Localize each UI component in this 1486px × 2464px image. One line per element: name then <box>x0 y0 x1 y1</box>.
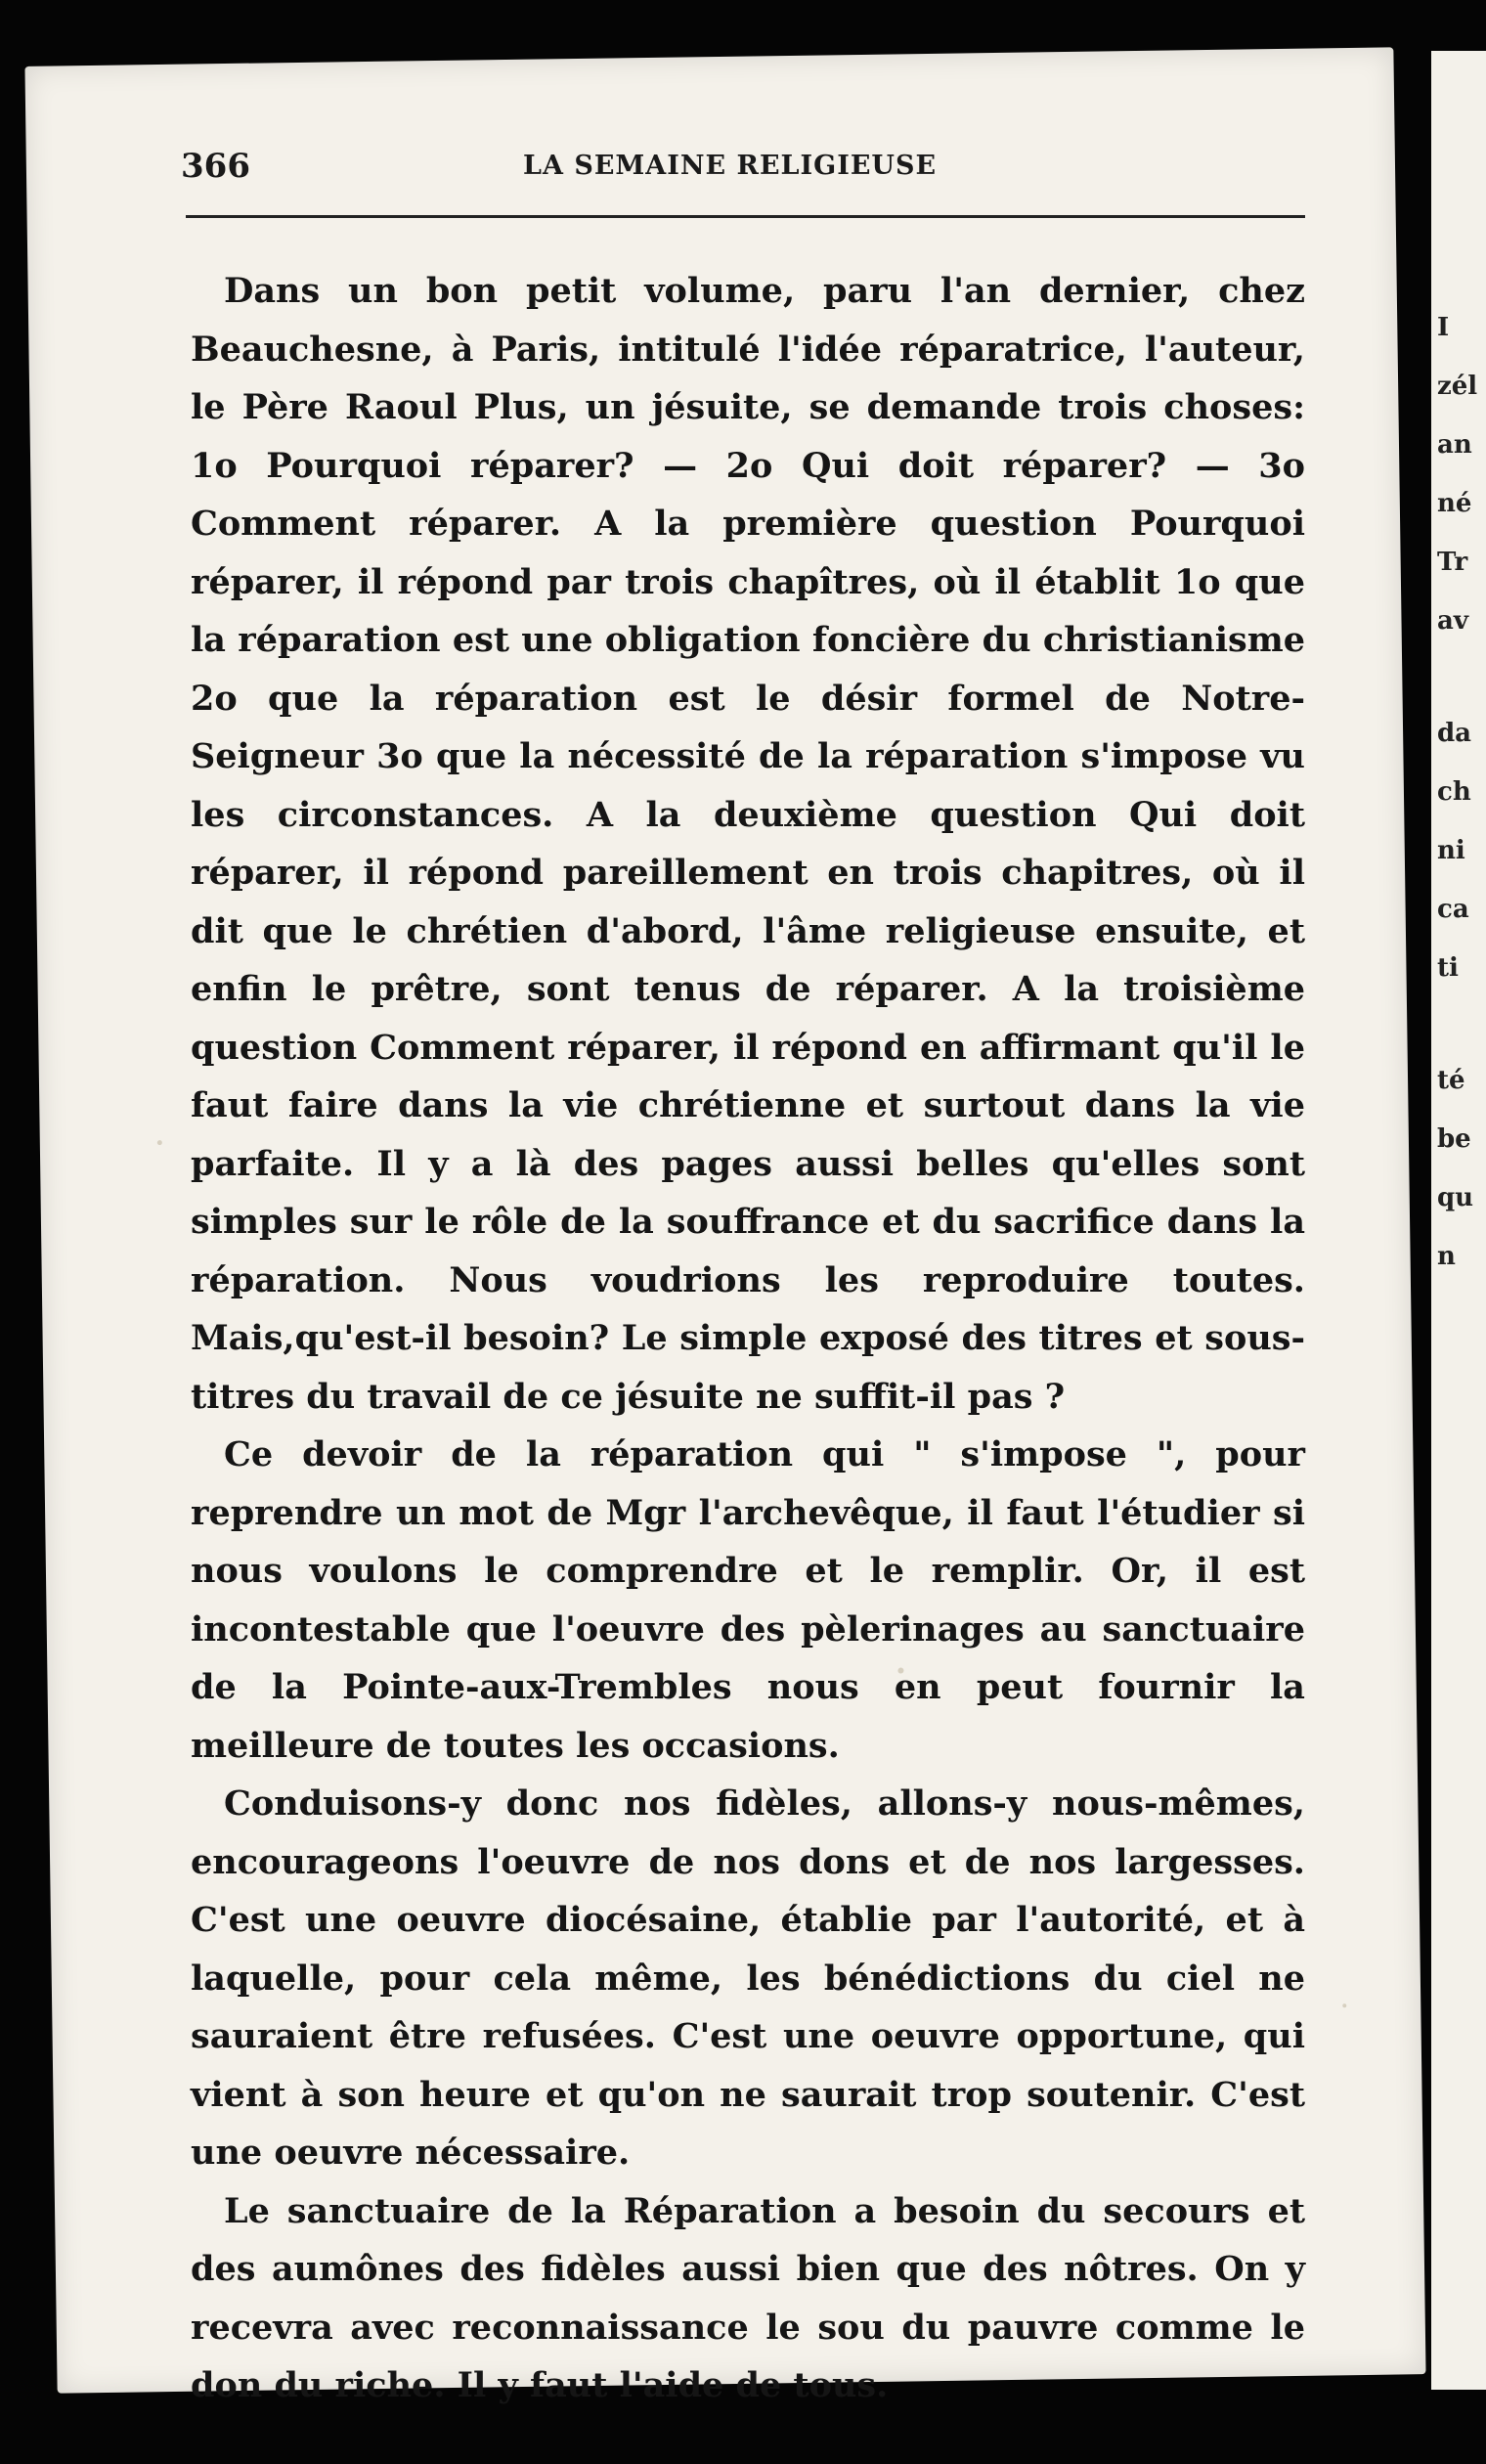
paragraph-4: Le sanctuaire de la Réparation a besoin du secours et des aumônes des fidèles aussi bien que des nôtres. On y recevra avec reconnaissance le sou du pauvre comme le don du riche. Il y faut l'aide de tous. <box>191 2190 1305 2405</box>
paragraph-1: Dans un bon petit volume, paru l'an dernier, chez Beauchesne, à Paris, intitulé l'idée réparatrice, l'auteur, le Père Raoul Plus, un jésuite, se demande trois choses: 1o Pourquoi réparer? — 2o Qui doit réparer? — 3o Comment réparer. A la première question Pourquoi réparer, il répond par trois chapîtres, où il établit 1o que la réparation est une obligation foncière du christianisme 2o que la réparation est le désir formel de Notre-Seigneur 3o que la nécessité de la réparation s'impose vu les circonstances. A la deuxième question Qui doit réparer, il répond pareillement en trois chapitres, où il dit que le chrétien d'abord, l'âme religieuse ensuite, et enfin le prêtre, sont tenus de réparer. A la troisième question Comment réparer, il répond en affirmant qu'il le faut faire dans la vie chrétienne et surtout dans la vie parfaite. Il y a là des pages aussi belles qu'elles sont simples sur le rôle de la souffrance et du sacrifice dans la réparation. Nous voudrions les reproduire toutes. Mais,qu'est-il besoin? Le simple exposé des titres et sous-titres du travail de ce jésuite ne suffit-il pas ? <box>191 271 1305 1417</box>
neighbor-fragment: be <box>1437 1124 1471 1154</box>
paragraph-3: Conduisons-y donc nos fidèles, allons-y nous-mêmes, encourageons l'oeuvre de nos dons et de nos largesses. C'est une oeuvre diocésaine, établie par l'autorité, et à laquelle, pour cela même, les bénédictions du ciel ne sauraient être refusées. C'est une oeuvre opportune, qui vient à son heure et qu'on ne saurait trop soutenir. C'est une oeuvre nécessaire. <box>191 1783 1305 2173</box>
neighbor-fragment: ca <box>1437 895 1469 924</box>
neighbor-fragment: né <box>1437 489 1472 518</box>
header-rule <box>186 215 1305 218</box>
neighbor-fragment: n <box>1437 1242 1456 1271</box>
neighbor-fragment: av <box>1437 606 1468 636</box>
paper-speck <box>1342 2003 1346 2007</box>
neighbor-page <box>1431 51 1486 2390</box>
neighbor-fragment: da <box>1437 719 1472 748</box>
neighbor-fragment: Tr <box>1437 548 1468 577</box>
body-text <box>191 262 1305 2415</box>
running-head: LA SEMAINE RELIGIEUSE <box>523 151 938 181</box>
neighbor-fragment: ch <box>1437 777 1471 807</box>
paper-speck <box>157 1140 162 1145</box>
neighbor-fragment: an <box>1437 430 1472 460</box>
neighbor-fragment: qu <box>1437 1183 1474 1212</box>
neighbor-fragment: té <box>1437 1066 1465 1095</box>
neighbor-fragment: ni <box>1437 836 1465 865</box>
neighbor-fragment: I <box>1437 313 1450 342</box>
neighbor-fragment: ti <box>1437 953 1459 983</box>
page-number: 366 <box>181 147 250 186</box>
paragraph-2: Ce devoir de la réparation qui " s'impose ", pour reprendre un mot de Mgr l'archevêque, il faut l'étudier si nous voulons le comprendre et le remplir. Or, il est incontestable que l'oeuvre des pèlerinages au sanctuaire de la Pointe-aux-Trembles nous en peut fournir la meilleure de toutes les occasions. <box>191 1434 1305 1766</box>
neighbor-fragment: zél <box>1437 372 1478 401</box>
page-header <box>181 147 1295 205</box>
